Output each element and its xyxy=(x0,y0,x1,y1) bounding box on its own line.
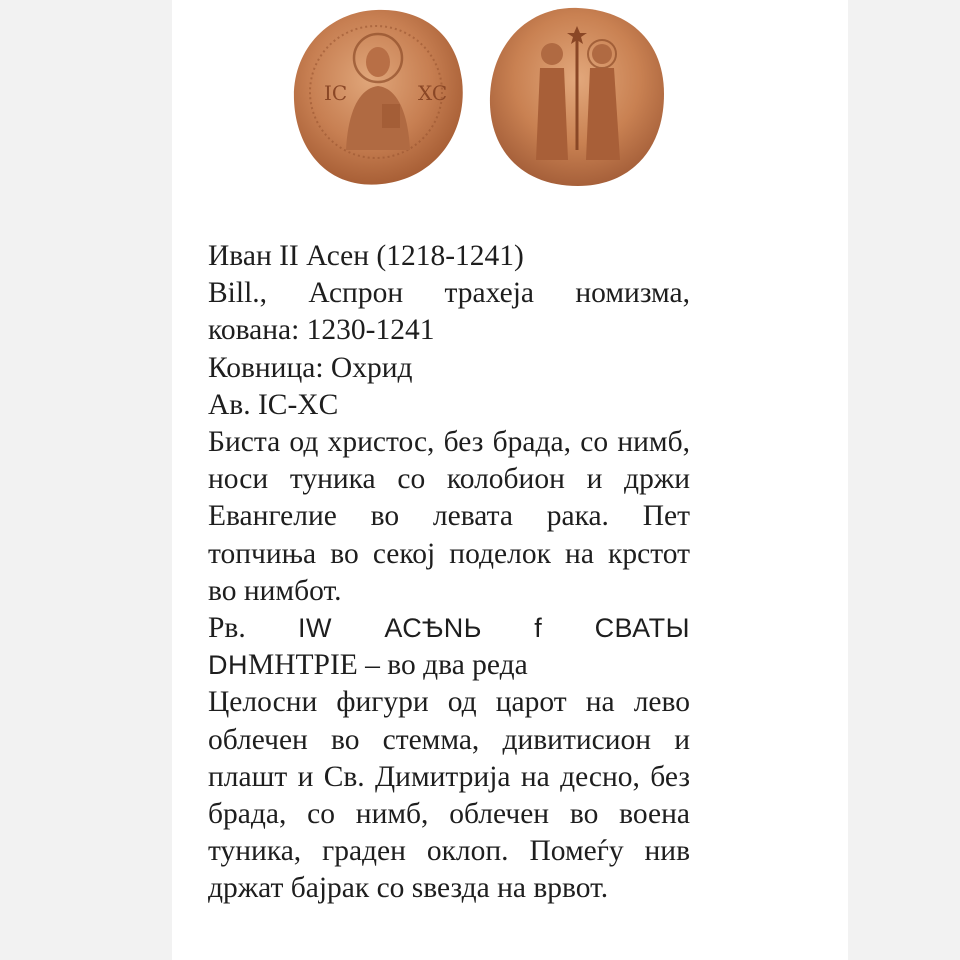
reverse-legend-serif: МНТРІЕ – во два реда xyxy=(248,649,528,682)
reverse-legend-line2 xyxy=(208,647,690,684)
reverse-description: Целосни фигури од царот на лево облечен во стемма, дивитисион и плашт и Св. Димитрија на десно, без брада, со нимб, облечен во воена туника, граден оклоп. Помеѓу нив држат бајрак со ѕвезда на врвот. xyxy=(208,686,690,905)
mint-line: Ковница: Охрид xyxy=(208,351,413,384)
reverse-legend-sans: DH xyxy=(208,650,248,681)
minted-line: кована: 1230-1241 xyxy=(208,314,435,347)
coin-reverse-image xyxy=(478,0,674,196)
coin-obverse-icon xyxy=(278,0,474,196)
obverse-description: Биста од христос, без брада, со нимб, носи туника со колобион и држи Евангелие во левата рака. Пет топчиња во секој поделок на крстот во нимбот. xyxy=(208,426,690,607)
reverse-legend-line1 xyxy=(208,610,690,647)
reverse-legend-word: АСѢNЬ xyxy=(384,613,482,644)
denomination-line: Bill., Аспрон трахеја номизма, xyxy=(208,277,690,310)
reverse-legend-word: СВАТЫ xyxy=(594,613,690,644)
svg-text:IC: IC xyxy=(324,81,348,105)
coin-obverse-image xyxy=(278,0,474,196)
coin-reverse-icon xyxy=(478,0,674,196)
coin-description xyxy=(208,238,690,908)
svg-text:XC: XC xyxy=(418,81,448,105)
coin-title: Иван II Асен (1218-1241) xyxy=(208,240,524,272)
reverse-prefix: Рв. xyxy=(208,612,246,645)
reverse-legend-word: ІW xyxy=(298,613,333,644)
reverse-legend-word: f xyxy=(534,613,543,644)
obverse-label: Ав. IC-XC xyxy=(208,388,339,421)
